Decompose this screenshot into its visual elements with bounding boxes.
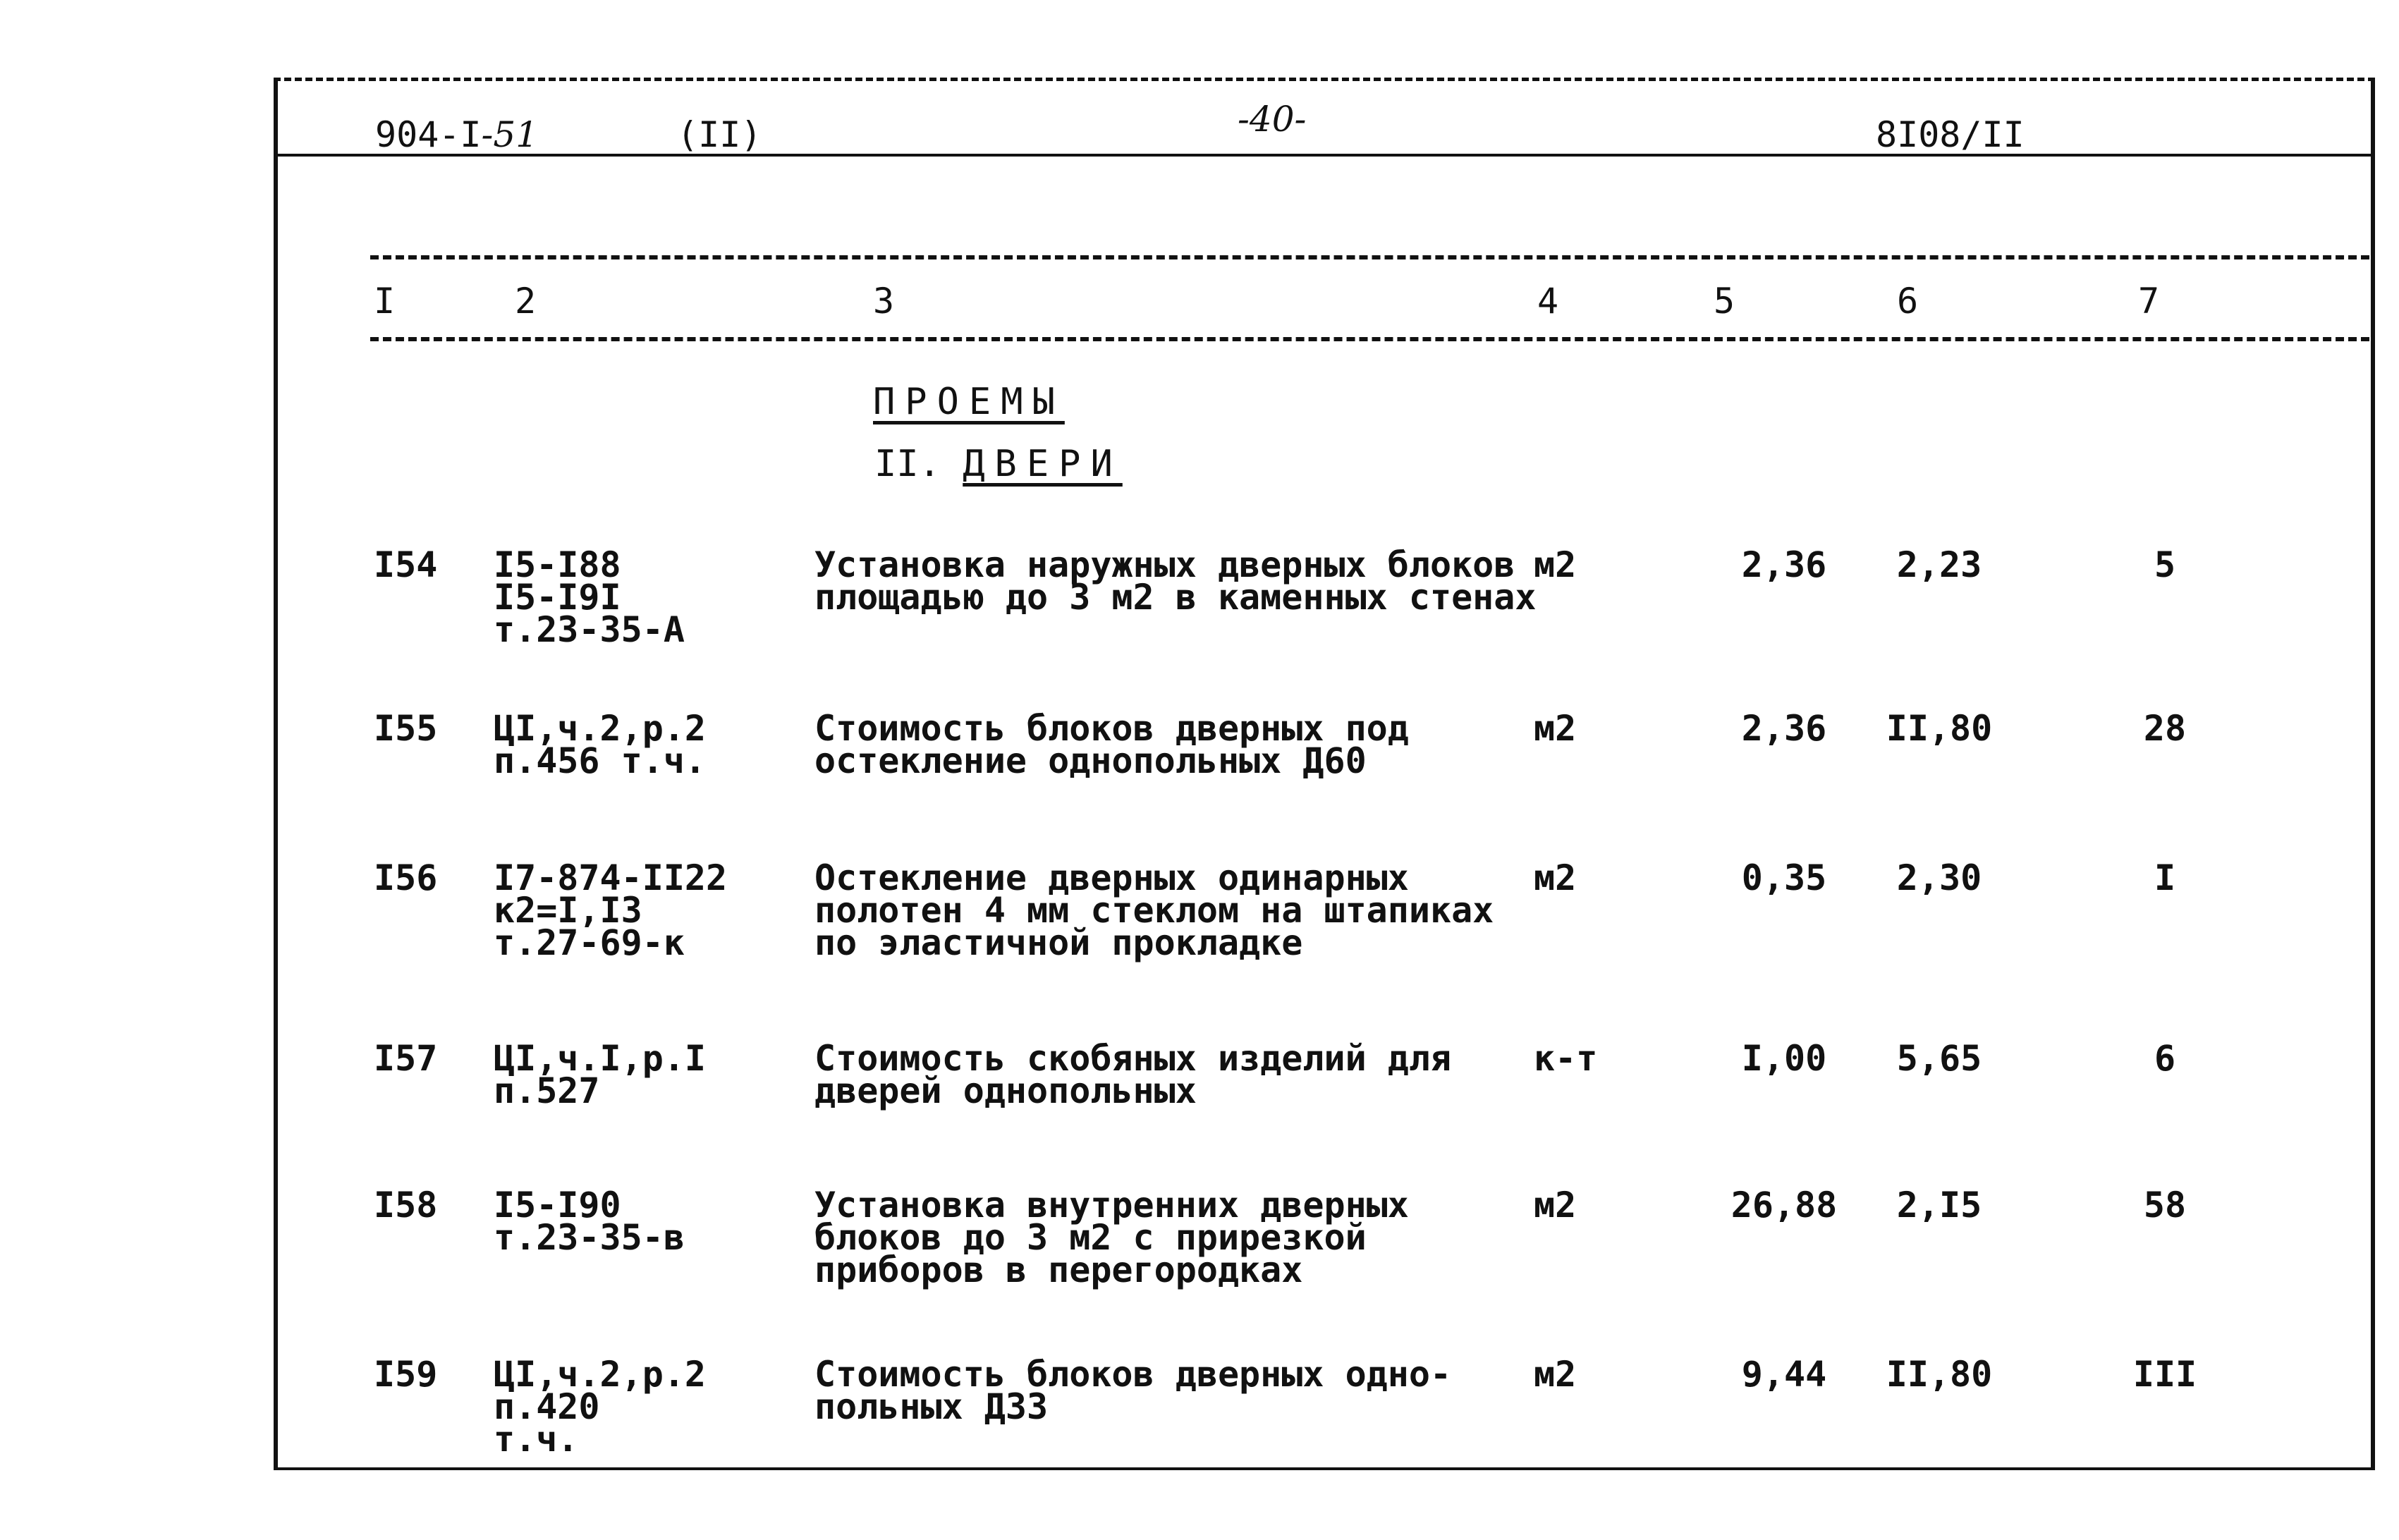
- row-total: 6: [2154, 1038, 2176, 1079]
- header-rule: [278, 154, 2371, 157]
- row-description: Стоимость блоков дверных под остекление однопольных Д60: [814, 708, 1409, 781]
- row-number: I56: [374, 857, 438, 898]
- subsection-number: II.: [874, 443, 941, 485]
- row-description: Стоимость блоков дверных одно- польных Д33: [814, 1354, 1452, 1427]
- row-unit: м2: [1534, 708, 1577, 749]
- row-norm-code: ЦI,ч.2,р.2 п.420 т.ч.: [494, 1354, 707, 1460]
- row-unit-price: II,80: [1886, 1354, 1993, 1395]
- row-norm-code: ЦI,ч.I,р.I п.527: [494, 1038, 707, 1111]
- row-unit: м2: [1534, 857, 1577, 898]
- row-unit-price: 2,I5: [1896, 1185, 1982, 1226]
- row-norm-code: I7-874-II22 к2=I,I3 т.27-69-к: [494, 857, 728, 963]
- top-dashed-rule: [274, 78, 2375, 81]
- subsection-heading: [874, 443, 1123, 485]
- row-description: Стоимость скобяных изделий для дверей однопольных: [814, 1038, 1452, 1111]
- row-norm-code: I5-I90 т.23-35-в: [494, 1185, 685, 1258]
- column-number-6: 6: [1897, 281, 1919, 322]
- row-number: I59: [374, 1354, 438, 1395]
- row-unit: к-т: [1534, 1038, 1598, 1079]
- subsection-title: ДВЕРИ: [963, 443, 1123, 485]
- column-header-bottom-rule: [370, 337, 2369, 341]
- row-unit: м2: [1534, 544, 1577, 585]
- row-quantity: 2,36: [1741, 708, 1827, 749]
- document-code-prefix: 904-I: [375, 114, 482, 155]
- column-number-7: 7: [2138, 281, 2160, 322]
- column-number-2: 2: [515, 281, 537, 322]
- row-total: 58: [2143, 1185, 2187, 1226]
- row-total: 5: [2154, 544, 2176, 585]
- row-total: 28: [2143, 708, 2187, 749]
- row-description: Остекление дверных одинарных полотен 4 мм стеклом на штапиках по эластичной прокладке: [814, 857, 1494, 963]
- row-quantity: 9,44: [1741, 1354, 1827, 1395]
- document-part: (II): [677, 114, 762, 155]
- column-header-top-rule: [370, 255, 2369, 259]
- row-total: I: [2154, 857, 2176, 898]
- row-description: Установка внутренних дверных блоков до 3 м2 с прирезкой приборов в перегородках: [814, 1185, 1409, 1290]
- row-quantity: 26,88: [1730, 1185, 1838, 1226]
- row-number: I54: [374, 544, 438, 585]
- row-quantity: 0,35: [1741, 857, 1827, 898]
- column-number-4: 4: [1537, 281, 1559, 322]
- column-number-1: I: [374, 281, 396, 322]
- page-number: -40-: [1238, 99, 1307, 140]
- column-number-3: 3: [873, 281, 895, 322]
- row-unit-price: 5,65: [1896, 1038, 1982, 1079]
- row-unit: м2: [1534, 1185, 1577, 1226]
- sheet-code: 8I08/II: [1876, 114, 2025, 155]
- row-number: I55: [374, 708, 438, 749]
- row-number: I57: [374, 1038, 438, 1079]
- row-quantity: 2,36: [1741, 544, 1827, 585]
- row-description: Установка наружных дверных блоков площадью до 3 м2 в каменных стенах: [814, 544, 1537, 618]
- section-title: ПРОЕМЫ: [873, 381, 1065, 423]
- row-total: III: [2132, 1354, 2197, 1395]
- document-code-handwritten: -51: [481, 114, 539, 155]
- row-unit-price: II,80: [1886, 708, 1993, 749]
- row-unit-price: 2,23: [1896, 544, 1982, 585]
- document-code: [375, 114, 538, 155]
- column-number-5: 5: [1714, 281, 1735, 322]
- row-quantity: I,00: [1741, 1038, 1827, 1079]
- row-number: I58: [374, 1185, 438, 1226]
- row-norm-code: I5-I88 I5-I9I т.23-35-А: [494, 544, 685, 650]
- row-norm-code: ЦI,ч.2,р.2 п.456 т.ч.: [494, 708, 707, 781]
- row-unit-price: 2,30: [1896, 857, 1982, 898]
- row-unit: м2: [1534, 1354, 1577, 1395]
